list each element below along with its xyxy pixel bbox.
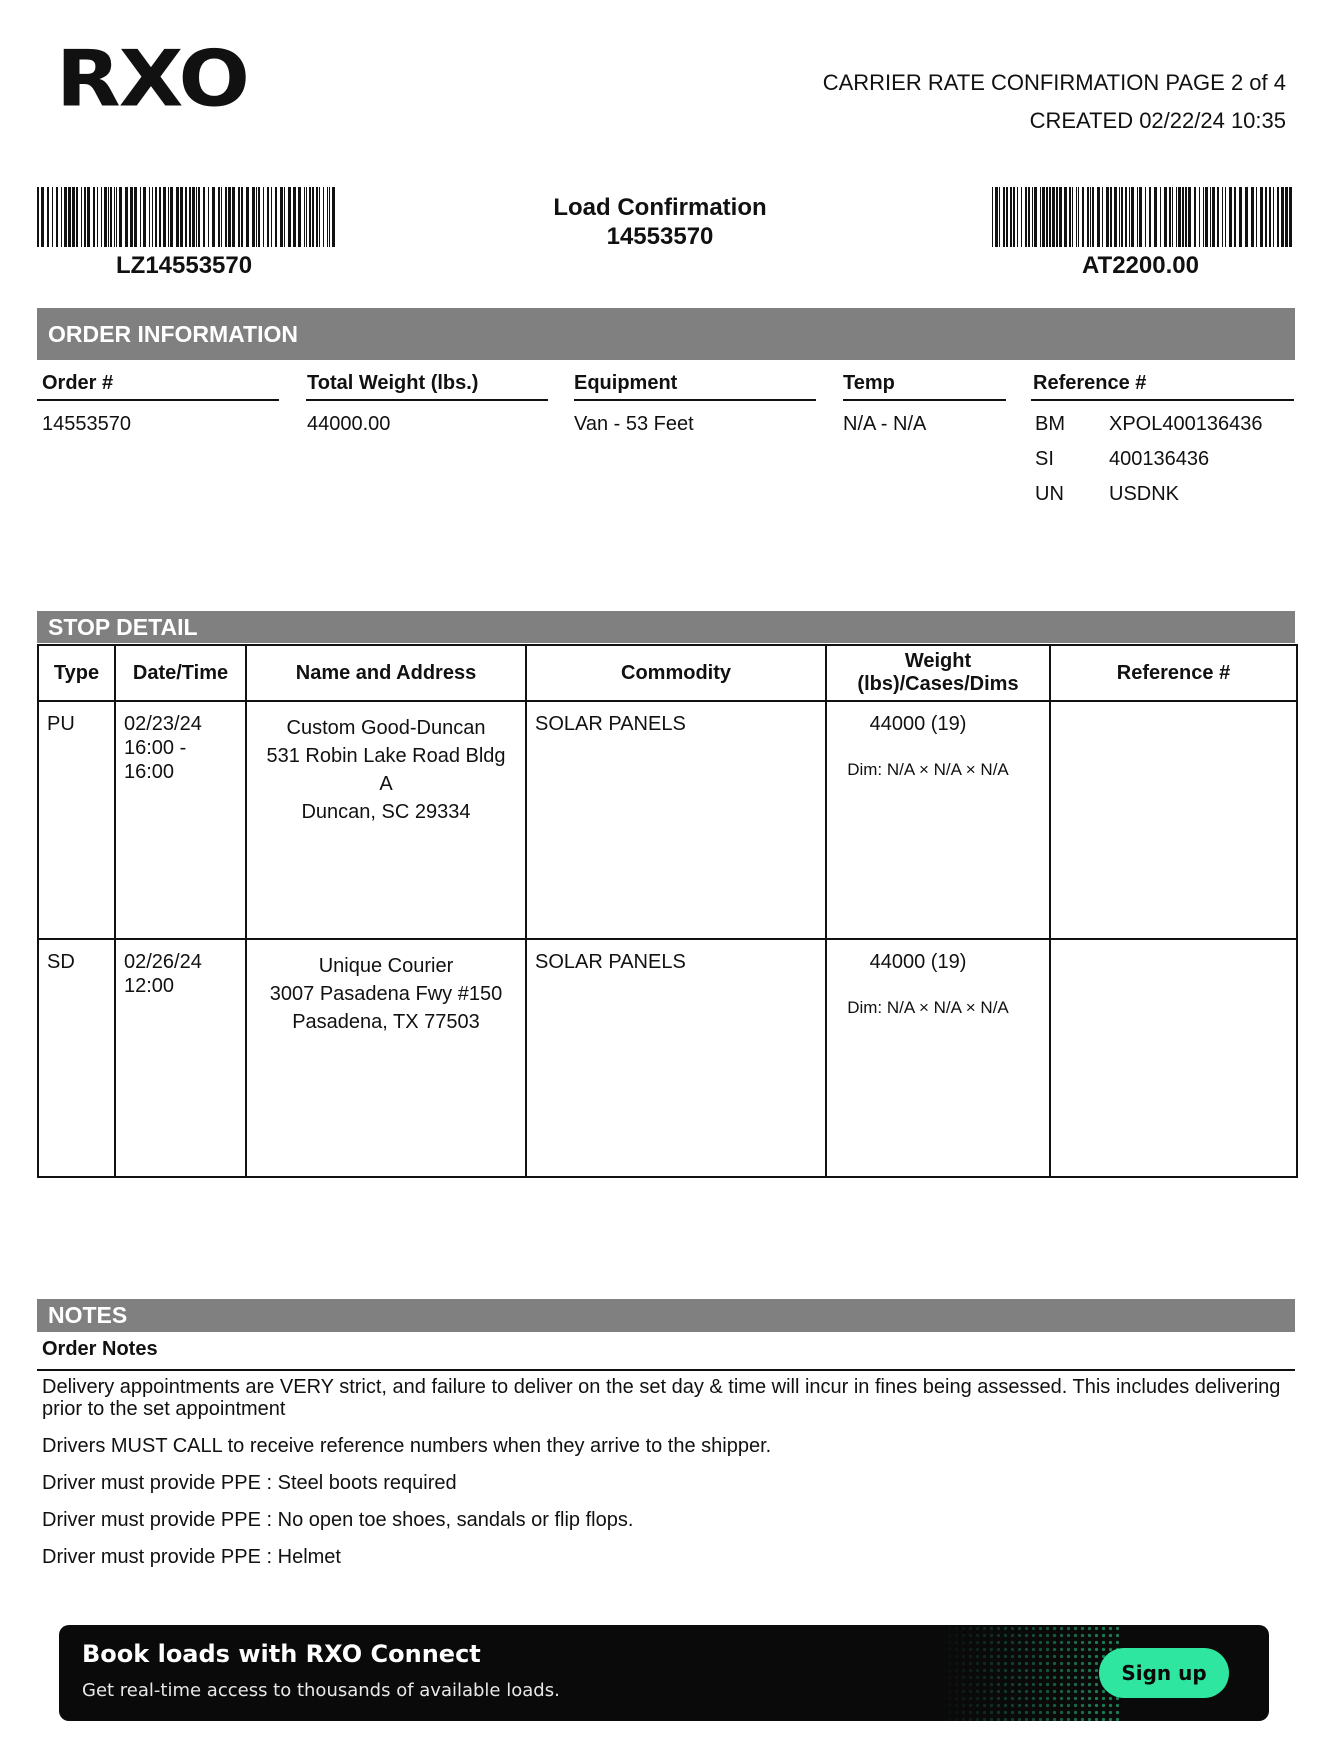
order-notes-list <box>42 1376 1292 1583</box>
barcode-left <box>37 187 337 247</box>
col-reference-header: Reference # <box>1050 645 1297 701</box>
weight-header-line2: (lbs)/Cases/Dims <box>857 673 1019 695</box>
created-timestamp: CREATED 02/22/24 10:35 <box>1029 108 1286 133</box>
total-weight-header: Total Weight (lbs.) <box>306 372 548 401</box>
stop-detail-header: STOP DETAIL <box>37 611 1295 643</box>
reference-value: XPOL400136436 <box>1109 413 1263 435</box>
stop-datetime <box>115 701 246 939</box>
dot-pattern-decoration <box>939 1625 1119 1721</box>
col-datetime-header: Date/Time <box>115 645 246 701</box>
order-number-column <box>37 372 279 436</box>
barcode-right <box>992 187 1292 247</box>
stop-date: 02/26/24 <box>124 951 202 973</box>
stop-weight <box>826 939 1050 1177</box>
document-title: CARRIER RATE CONFIRMATION PAGE 2 of 4 <box>822 70 1286 95</box>
stop-weight-value: 44000 (19) <box>869 713 967 735</box>
col-type-header: Type <box>38 645 115 701</box>
stop-table-header-row <box>38 645 1297 701</box>
reference-column <box>1031 372 1294 506</box>
order-information-header: ORDER INFORMATION <box>37 308 1295 360</box>
barcode-left-label: LZ14553570 <box>116 252 253 279</box>
load-confirmation-title <box>500 193 820 251</box>
stop-dims: Dim: N/A × N/A × N/A <box>847 998 1009 1017</box>
stop-date: 02/23/24 <box>124 713 202 735</box>
notes-header: NOTES <box>37 1299 1295 1332</box>
stop-commodity: SOLAR PANELS <box>526 939 826 1177</box>
sign-up-button[interactable]: Sign up <box>1099 1648 1229 1698</box>
order-number-value: 14553570 <box>42 413 131 435</box>
reference-value: 400136436 <box>1109 448 1210 470</box>
stop-city: Duncan, SC 29334 <box>301 801 471 823</box>
banner-subtitle: Get real-time access to thousands of available loads. <box>82 1680 560 1701</box>
stop-time: 16:00 - <box>124 737 187 759</box>
weight-header-line1: Weight <box>904 650 972 672</box>
stop-time-end: 16:00 <box>124 761 175 783</box>
stop-name-address <box>246 701 526 939</box>
banner-title: Book loads with RXO Connect <box>82 1640 481 1668</box>
stop-reference <box>1050 939 1297 1177</box>
stop-city: Pasadena, TX 77503 <box>292 1011 480 1033</box>
stop-weight-value: 44000 (19) <box>869 951 967 973</box>
stop-weight <box>826 701 1050 939</box>
total-weight-value: 44000.00 <box>307 413 391 435</box>
temp-column <box>843 372 1006 436</box>
rxo-connect-banner[interactable] <box>59 1625 1269 1721</box>
load-number: 14553570 <box>606 223 714 250</box>
stop-name-address <box>246 939 526 1177</box>
stop-address-line1: 531 Robin Lake Road Bldg <box>266 745 506 767</box>
stop-commodity: SOLAR PANELS <box>526 701 826 939</box>
stop-reference <box>1050 701 1297 939</box>
stop-address-line2: A <box>379 773 393 795</box>
load-title-text: Load Confirmation <box>553 194 767 221</box>
stop-dims: Dim: N/A × N/A × N/A <box>847 760 1009 779</box>
reference-code: SI <box>1035 448 1054 470</box>
reference-code: UN <box>1035 483 1064 505</box>
reference-row <box>1031 483 1294 506</box>
stop-datetime <box>115 939 246 1177</box>
stop-time: 12:00 <box>124 975 175 997</box>
note-item: Driver must provide PPE : No open toe shoes, sandals or flip flops. <box>42 1509 634 1531</box>
stop-address-line1: 3007 Pasadena Fwy #150 <box>269 983 503 1005</box>
equipment-column <box>574 372 816 436</box>
document-header <box>823 64 1286 140</box>
temp-header: Temp <box>843 372 1006 401</box>
col-commodity-header: Commodity <box>526 645 826 701</box>
col-name-address-header: Name and Address <box>246 645 526 701</box>
note-item: Driver must provide PPE : Steel boots required <box>42 1472 457 1494</box>
note-item: Drivers MUST CALL to receive reference numbers when they arrive to the shipper. <box>42 1435 772 1457</box>
barcode-right-label: AT2200.00 <box>1082 252 1199 279</box>
order-notes-title: Order Notes <box>42 1338 158 1360</box>
rxo-logo: RXO <box>56 33 248 124</box>
equipment-value: Van - 53 Feet <box>574 413 694 435</box>
equipment-header: Equipment <box>574 372 816 401</box>
stop-type: PU <box>38 701 115 939</box>
notes-divider <box>37 1369 1295 1371</box>
stop-name: Unique Courier <box>318 955 454 977</box>
temp-value: N/A - N/A <box>843 413 927 435</box>
reference-row <box>1031 413 1294 436</box>
reference-row <box>1031 448 1294 471</box>
total-weight-column <box>306 372 548 436</box>
order-number-header: Order # <box>37 372 279 401</box>
reference-header: Reference # <box>1031 372 1294 401</box>
reference-code: BM <box>1035 413 1065 435</box>
reference-value: USDNK <box>1109 483 1180 505</box>
stop-type: SD <box>38 939 115 1177</box>
note-item: Delivery appointments are VERY strict, and failure to deliver on the set day & time will incur in fines being assessed. This includes delivering prior to the set appointment <box>42 1376 1281 1420</box>
table-row <box>38 701 1297 939</box>
col-weight-header <box>826 645 1050 701</box>
stop-detail-table <box>37 644 1298 1178</box>
table-row <box>38 939 1297 1177</box>
stop-name: Custom Good-Duncan <box>286 717 486 739</box>
note-item: Driver must provide PPE : Helmet <box>42 1546 341 1568</box>
